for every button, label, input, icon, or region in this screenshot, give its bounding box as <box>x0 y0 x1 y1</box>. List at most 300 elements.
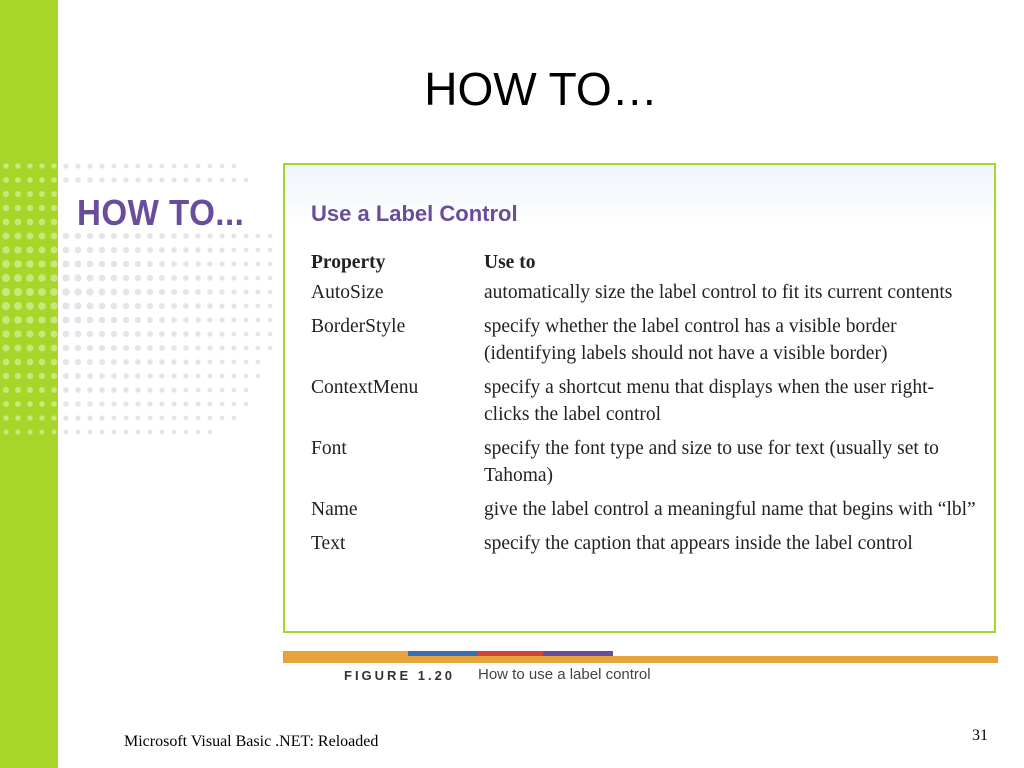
decorative-dot <box>2 330 9 337</box>
decorative-dot <box>184 164 189 169</box>
decorative-dot <box>219 303 224 308</box>
decorative-dot <box>123 331 129 337</box>
decorative-dot <box>171 233 177 239</box>
decorative-dot <box>123 163 128 168</box>
decorative-dot <box>256 276 261 281</box>
decorative-dot <box>99 415 104 420</box>
decorative-dot <box>195 261 201 267</box>
decorative-dot <box>244 318 249 323</box>
decorative-dot <box>123 373 129 379</box>
decorative-dot <box>2 316 10 324</box>
decorative-dot <box>159 401 164 406</box>
decorative-dot <box>183 247 189 253</box>
decorative-dot <box>220 360 225 365</box>
decorative-dot <box>208 430 213 435</box>
decorative-dot <box>232 346 237 351</box>
decorative-dot <box>2 302 10 310</box>
decorative-dot <box>111 261 117 267</box>
decorative-dot <box>256 234 261 239</box>
decorative-dot <box>208 402 213 407</box>
decorative-dot <box>123 303 130 310</box>
decorative-dot <box>244 388 249 393</box>
decorative-dot <box>51 359 57 365</box>
decorative-dot <box>2 232 9 239</box>
use-cell: specify a shortcut menu that displays when the user right-clicks the label control <box>484 377 935 425</box>
decorative-dot <box>63 415 68 420</box>
decorative-dot <box>135 373 141 379</box>
decorative-dot <box>87 345 93 351</box>
slide-footer: Microsoft Visual Basic .NET: Reloaded <box>124 733 379 750</box>
decorative-dot <box>27 177 33 183</box>
decorative-dot <box>75 415 80 420</box>
decorative-dot <box>159 247 165 253</box>
decorative-dot <box>51 219 57 225</box>
decorative-dot <box>219 317 224 322</box>
decorative-dot <box>195 359 200 364</box>
decorative-dot <box>171 177 176 182</box>
decorative-dot <box>171 289 177 295</box>
decorative-dot <box>63 429 68 434</box>
decorative-dot <box>159 289 165 295</box>
decorative-dot <box>2 288 10 296</box>
decorative-dot <box>51 233 58 240</box>
decorative-dot <box>123 387 128 392</box>
decorative-dot <box>15 177 21 183</box>
decorative-dot <box>195 247 200 252</box>
decorative-dot <box>27 219 34 226</box>
decorative-dot <box>207 373 212 378</box>
property-cell: ContextMenu <box>311 377 419 398</box>
decorative-dot <box>219 289 224 294</box>
decorative-dot <box>63 177 69 183</box>
use-cell: specify the font type and size to use for text (usually set to Tahoma) <box>484 438 939 486</box>
decorative-dot <box>99 163 104 168</box>
decorative-dot <box>208 178 213 183</box>
decorative-dot <box>135 247 141 253</box>
decorative-dot <box>14 316 22 324</box>
decorative-dot <box>3 191 9 197</box>
decorative-dot <box>87 177 92 182</box>
decorative-dot <box>75 261 82 268</box>
decorative-dot <box>38 246 45 253</box>
decorative-dot <box>3 387 9 393</box>
decorative-dot <box>87 373 93 379</box>
decorative-dot <box>244 262 249 267</box>
decorative-dot <box>183 345 188 350</box>
decorative-dot <box>27 233 34 240</box>
column-header-use: Use to <box>484 252 536 273</box>
decorative-dot <box>232 234 237 239</box>
decorative-dot <box>99 331 105 337</box>
decorative-dot <box>147 303 153 309</box>
decorative-dot <box>50 260 57 267</box>
decorative-dot <box>195 303 201 309</box>
decorative-dot <box>256 332 261 337</box>
decorative-dot <box>160 430 165 435</box>
decorative-dot <box>195 233 200 238</box>
decorative-dot <box>268 318 273 323</box>
decorative-dot <box>159 261 165 267</box>
decorative-dot <box>171 317 177 323</box>
decorative-dot <box>3 373 9 379</box>
decorative-dot <box>111 247 117 253</box>
decorative-dot <box>38 288 46 296</box>
decorative-dot <box>3 177 9 183</box>
slide-title: HOW TO… <box>424 63 658 115</box>
decorative-dot <box>111 401 116 406</box>
decorative-dot <box>231 289 236 294</box>
decorative-dot <box>75 331 82 338</box>
decorative-dot <box>183 303 189 309</box>
table-row <box>311 279 991 306</box>
decorative-dot <box>183 331 189 337</box>
decorative-dot <box>99 303 106 310</box>
decorative-dot <box>75 317 82 324</box>
decorative-dot <box>160 416 165 421</box>
decorative-dot <box>184 416 189 421</box>
decorative-dot <box>232 416 237 421</box>
table-row <box>311 496 991 523</box>
decorative-dot <box>231 331 236 336</box>
table-row <box>311 374 991 428</box>
decorative-dot <box>27 415 32 420</box>
property-cell: Font <box>311 438 347 459</box>
decorative-dot <box>232 178 237 183</box>
decorative-dot <box>243 303 248 308</box>
decorative-dot <box>207 331 212 336</box>
decorative-dot <box>172 416 177 421</box>
use-cell: give the label control a meaningful name that begins with “lbl” <box>484 499 976 520</box>
decorative-dot <box>147 275 153 281</box>
decorative-dot <box>172 430 177 435</box>
decorative-dot <box>111 289 118 296</box>
decorative-dot <box>207 345 212 350</box>
decorative-dot <box>75 177 80 182</box>
decorative-dot <box>87 359 93 365</box>
decorative-dot <box>147 261 153 267</box>
decorative-dot <box>231 303 236 308</box>
decorative-dot <box>63 233 70 240</box>
decorative-dot <box>63 247 70 254</box>
decorative-dot <box>51 429 56 434</box>
decorative-dot <box>220 402 225 407</box>
column-header-property: Property <box>311 252 386 273</box>
decorative-dot <box>147 247 153 253</box>
decorative-dot <box>63 331 70 338</box>
decorative-dot <box>147 177 152 182</box>
decorative-dot <box>207 233 212 238</box>
decorative-dot <box>268 234 273 239</box>
decorative-dot <box>51 191 57 197</box>
decorative-dot <box>51 345 58 352</box>
decorative-dot <box>111 359 117 365</box>
decorative-dot <box>63 359 69 365</box>
decorative-dot <box>135 331 141 337</box>
decorative-dot <box>111 331 117 337</box>
decorative-dot <box>171 331 177 337</box>
decorative-dot <box>195 331 200 336</box>
decorative-dot <box>183 373 188 378</box>
use-cell: specify whether the label control has a visible border (identifying labels should not have a visible border) <box>484 316 897 364</box>
decorative-dot <box>195 373 200 378</box>
decorative-dot <box>62 260 69 267</box>
decorative-dot <box>111 303 118 310</box>
decorative-dot <box>172 164 177 169</box>
decorative-dot <box>87 317 94 324</box>
decorative-dot <box>231 275 236 280</box>
decorative-dot <box>219 261 224 266</box>
decorative-dot <box>63 401 69 407</box>
decorative-dot <box>75 387 81 393</box>
decorative-dot <box>135 163 140 168</box>
decorative-dot <box>123 345 129 351</box>
decorative-dot <box>99 261 106 268</box>
decorative-dot <box>124 430 129 435</box>
decorative-dot <box>184 430 189 435</box>
decorative-dot <box>135 261 141 267</box>
decorative-dot <box>26 274 34 282</box>
property-cell: BorderStyle <box>311 316 406 337</box>
decorative-dot <box>256 318 261 323</box>
decorative-dot <box>99 247 105 253</box>
decorative-dot <box>51 247 58 254</box>
decorative-dot <box>219 247 224 252</box>
decorative-dot <box>15 345 22 352</box>
decorative-dot <box>207 289 213 295</box>
decorative-dot <box>26 260 33 267</box>
decorative-dot <box>232 388 237 393</box>
decorative-dot <box>208 164 213 169</box>
decorative-dot <box>147 331 153 337</box>
decorative-dot <box>39 205 45 211</box>
decorative-dot <box>38 302 46 310</box>
decorative-dot <box>75 247 82 254</box>
decorative-dot <box>135 289 142 296</box>
property-table <box>311 249 991 564</box>
property-cell: Name <box>311 499 358 520</box>
decorative-dot <box>147 387 152 392</box>
decorative-dot <box>244 360 249 365</box>
decorative-dot <box>14 288 22 296</box>
decorative-dot <box>183 387 188 392</box>
decorative-dot <box>27 163 32 168</box>
decorative-dot <box>38 316 45 323</box>
decorative-dot <box>135 387 140 392</box>
decorative-dot <box>3 429 8 434</box>
decorative-dot <box>39 191 45 197</box>
decorative-dot <box>268 248 273 253</box>
decorative-dot <box>26 288 34 296</box>
decorative-dot <box>244 332 249 337</box>
decorative-dot <box>15 205 21 211</box>
figure-box <box>283 163 996 633</box>
decorative-dot <box>256 360 261 365</box>
decorative-dot <box>62 302 69 309</box>
decorative-dot <box>135 345 141 351</box>
decorative-dot <box>86 288 93 295</box>
decorative-dot <box>51 177 57 183</box>
decorative-dot <box>99 387 105 393</box>
decorative-dot <box>27 205 33 211</box>
decorative-dot <box>243 289 248 294</box>
decorative-dot <box>99 177 104 182</box>
decorative-dot <box>219 233 224 238</box>
decorative-dot <box>99 317 106 324</box>
decorative-dot <box>171 373 176 378</box>
decorative-dot <box>207 247 212 252</box>
decorative-dot <box>3 219 10 226</box>
decorative-dot <box>15 429 20 434</box>
decorative-dot <box>27 401 33 407</box>
decorative-dot <box>75 163 80 168</box>
decorative-dot <box>220 416 225 421</box>
decorative-dot <box>123 415 128 420</box>
decorative-dot <box>159 317 165 323</box>
decorative-dot <box>231 261 236 266</box>
decorative-dot <box>256 248 261 253</box>
decorative-dot <box>111 163 116 168</box>
decorative-dot <box>196 402 201 407</box>
decorative-dot <box>15 359 22 366</box>
decorative-dot <box>14 246 21 253</box>
decorative-dot <box>147 373 152 378</box>
decorative-dot <box>75 401 80 406</box>
decorative-dot <box>26 330 33 337</box>
decorative-dot <box>87 387 93 393</box>
decorative-dot <box>231 317 236 322</box>
decorative-dot <box>196 388 201 393</box>
decorative-dot <box>220 374 225 379</box>
decorative-dot <box>159 177 164 182</box>
decorative-dot <box>38 260 45 267</box>
use-cell: specify the caption that appears inside the label control <box>484 533 913 554</box>
use-cell: automatically size the label control to fit its current contents <box>484 282 953 303</box>
decorative-dot <box>75 429 80 434</box>
decorative-dot <box>196 430 201 435</box>
decorative-dot <box>87 401 92 406</box>
decorative-dot <box>50 302 57 309</box>
decorative-dot <box>39 163 44 168</box>
decorative-dot <box>171 359 176 364</box>
decorative-dot <box>220 388 225 393</box>
decorative-dot <box>26 316 33 323</box>
decorative-dot <box>268 276 273 281</box>
decorative-dot <box>2 344 9 351</box>
decorative-dot <box>51 387 57 393</box>
decorative-dot <box>244 402 249 407</box>
decorative-dot <box>51 401 57 407</box>
decorative-dot <box>87 275 94 282</box>
decorative-dot <box>3 163 9 169</box>
table-header-row <box>311 249 991 276</box>
decorative-dot <box>39 429 44 434</box>
decorative-dot <box>3 359 10 366</box>
decorative-dot <box>87 415 92 420</box>
decorative-dot <box>111 415 116 420</box>
decorative-dot <box>136 430 141 435</box>
decorative-dot <box>268 262 273 267</box>
decorative-dot <box>88 430 93 435</box>
decorative-dot <box>148 164 153 169</box>
decorative-dot <box>244 178 249 183</box>
decorative-dot <box>207 261 212 266</box>
property-cell: Text <box>311 533 346 554</box>
decorative-dot <box>171 303 177 309</box>
decorative-dot <box>159 387 164 392</box>
decorative-dot <box>171 387 176 392</box>
decorative-dot <box>135 275 141 281</box>
decorative-dot <box>75 359 81 365</box>
decorative-dot <box>135 317 141 323</box>
decorative-dot <box>183 233 188 238</box>
decorative-dot <box>171 247 177 253</box>
decorative-dot <box>244 234 249 239</box>
decorative-dot <box>123 177 128 182</box>
decorative-dot <box>219 331 224 336</box>
decorative-dot <box>39 387 45 393</box>
decorative-dot <box>219 275 224 280</box>
decorative-dot <box>15 415 20 420</box>
decorative-dot <box>99 401 104 406</box>
how-to-badge: HOW TO... <box>77 192 245 233</box>
decorative-dot <box>159 303 165 309</box>
decorative-dot <box>74 288 81 295</box>
decorative-dot <box>15 233 22 240</box>
decorative-dot <box>196 178 201 183</box>
decorative-dot <box>268 290 273 295</box>
decorative-dot <box>183 289 189 295</box>
decorative-dot <box>51 373 57 379</box>
decorative-dot <box>159 373 164 378</box>
decorative-dot <box>100 430 105 435</box>
decorative-dot <box>39 359 45 365</box>
decorative-dot <box>244 346 249 351</box>
decorative-dot <box>195 289 201 295</box>
decorative-dot <box>195 345 200 350</box>
decorative-dot <box>171 345 177 351</box>
decorative-dot <box>256 290 261 295</box>
decorative-dot <box>50 288 58 296</box>
decorative-dot <box>123 317 129 323</box>
decorative-dot <box>111 177 116 182</box>
decorative-dot <box>27 359 34 366</box>
decorative-dot <box>196 416 201 421</box>
decorative-dot <box>98 288 105 295</box>
decorative-dot <box>171 261 177 267</box>
decorative-dot <box>63 163 68 168</box>
decorative-dot <box>2 246 9 253</box>
decorative-dot <box>74 302 81 309</box>
page-number: 31 <box>972 727 988 744</box>
decorative-dot <box>183 275 189 281</box>
decorative-dot <box>171 275 177 281</box>
decorative-dot <box>27 429 32 434</box>
decorative-dot <box>51 415 56 420</box>
decorative-dot <box>183 317 189 323</box>
decorative-dot <box>195 275 201 281</box>
decorative-dot <box>268 346 273 351</box>
decorative-dot <box>256 304 261 309</box>
decorative-dot <box>123 401 128 406</box>
decorative-dot <box>184 402 189 407</box>
decorative-dot <box>244 248 249 253</box>
table-row <box>311 435 991 489</box>
decorative-dot <box>38 274 46 282</box>
decorative-dot <box>15 373 21 379</box>
decorative-dot <box>62 274 69 281</box>
decorative-dot <box>50 274 57 281</box>
decorative-dot <box>62 288 70 296</box>
